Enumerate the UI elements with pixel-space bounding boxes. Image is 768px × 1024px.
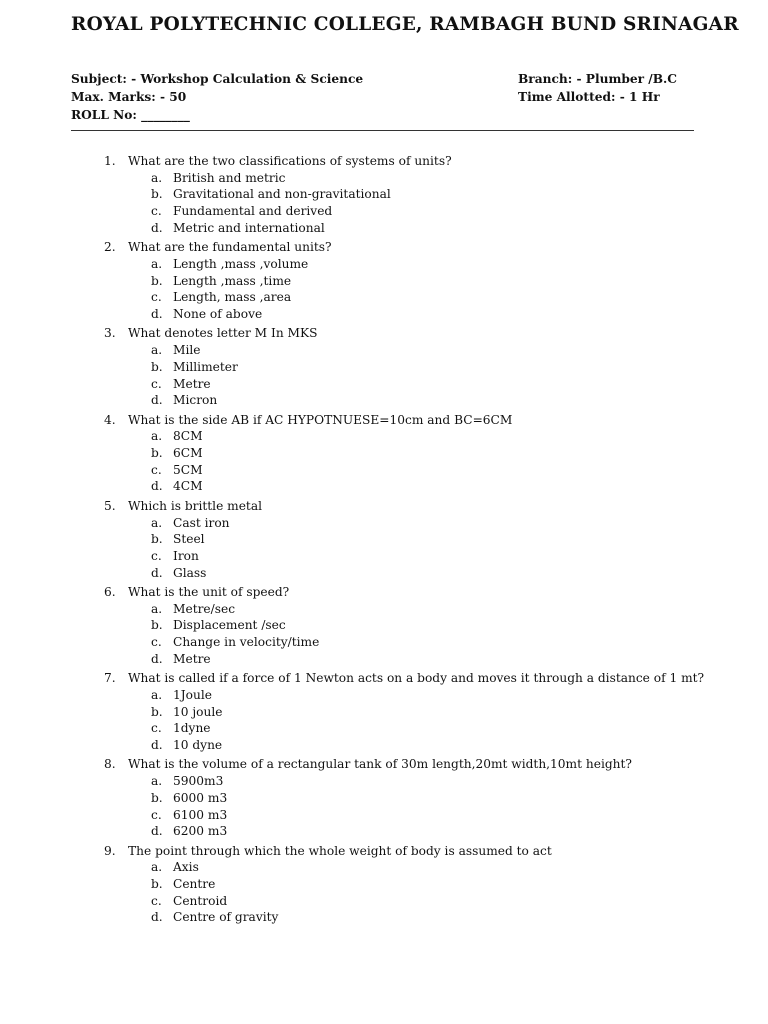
question-number: 8. <box>104 757 116 772</box>
answer-option <box>104 306 744 323</box>
option-letter: a. <box>151 515 163 530</box>
question-text: What is the volume of a rectangular tank of 30m length,20mt width,10mt height? <box>128 757 632 772</box>
answer-option <box>104 565 744 582</box>
question-item <box>104 325 744 409</box>
option-text: Centroid <box>173 893 228 908</box>
answer-option <box>104 737 744 754</box>
answer-option <box>104 186 744 203</box>
option-text: Displacement /sec <box>173 618 286 633</box>
option-letter: c. <box>151 721 162 736</box>
answer-option <box>104 617 744 634</box>
question-item <box>104 498 744 582</box>
option-letter: a. <box>151 343 163 358</box>
option-text: Centre <box>173 877 216 892</box>
option-text: 1dyne <box>173 721 211 736</box>
option-letter: c. <box>151 893 162 908</box>
answer-option <box>104 531 744 548</box>
answer-option <box>104 773 744 790</box>
answer-option <box>104 376 744 393</box>
answer-option <box>104 909 744 926</box>
option-letter: d. <box>151 565 163 580</box>
answer-option <box>104 876 744 893</box>
answer-option <box>104 823 744 840</box>
option-text: Glass <box>173 565 207 580</box>
option-letter: a. <box>151 256 163 271</box>
option-letter: a. <box>151 687 163 702</box>
answer-option <box>104 256 744 273</box>
question-text: The point through which the whole weight of body is assumed to act <box>128 843 552 858</box>
answer-option <box>104 478 744 495</box>
answer-option <box>104 515 744 532</box>
option-letter: b. <box>151 704 163 719</box>
question-text: What is the side AB if AC HYPOTNUESE=10cm and BC=6CM <box>128 412 513 427</box>
answer-option <box>104 807 744 824</box>
question-number: 1. <box>104 154 116 168</box>
option-letter: a. <box>151 774 163 789</box>
option-text: 10 dyne <box>173 738 223 753</box>
option-letter: a. <box>151 170 163 185</box>
option-letter: b. <box>151 359 163 374</box>
subject-label: Subject: - Workshop Calculation & Science <box>71 72 364 86</box>
option-text: None of above <box>173 307 263 322</box>
option-text: Mile <box>173 343 201 358</box>
option-text: Fundamental and derived <box>173 204 333 219</box>
option-letter: b. <box>151 446 163 461</box>
question-line <box>104 239 744 256</box>
option-text: 5CM <box>173 462 203 477</box>
option-text: Gravitational and non-gravitational <box>173 187 391 202</box>
question-text: What denotes letter M In MKS <box>128 326 318 341</box>
question-item <box>104 756 744 840</box>
option-text: 8CM <box>173 429 203 444</box>
answer-option <box>104 203 744 220</box>
option-letter: b. <box>151 790 163 805</box>
option-letter: a. <box>151 860 163 875</box>
option-text: Steel <box>173 532 205 547</box>
question-line <box>104 843 744 860</box>
question-line <box>104 584 744 601</box>
question-number: 7. <box>104 671 116 686</box>
answer-option <box>104 220 744 237</box>
question-number: 9. <box>104 843 116 858</box>
option-text: Micron <box>173 393 218 408</box>
option-text: Centre of gravity <box>173 910 279 925</box>
option-text: British and metric <box>173 170 286 185</box>
answer-option <box>104 289 744 306</box>
question-line <box>104 498 744 515</box>
option-letter: a. <box>151 429 163 444</box>
answer-option <box>104 720 744 737</box>
option-letter: b. <box>151 618 163 633</box>
answer-option <box>104 634 744 651</box>
answer-option <box>104 170 744 187</box>
option-letter: d. <box>151 307 163 322</box>
option-text: Length, mass ,area <box>173 290 292 305</box>
option-letter: c. <box>151 462 162 477</box>
question-line <box>104 756 744 773</box>
option-text: 5900m3 <box>173 774 224 789</box>
question-line <box>104 670 744 687</box>
option-text: Iron <box>173 548 199 563</box>
question-item <box>104 584 744 668</box>
question-text: What is called if a force of 1 Newton acts on a body and moves it through a distance of 1 mt? <box>128 671 705 686</box>
question-number: 4. <box>104 412 116 427</box>
option-letter: d. <box>151 651 163 666</box>
time-allotted-label: Time Allotted: - 1 Hr <box>518 90 660 104</box>
answer-option <box>104 859 744 876</box>
answer-option <box>104 601 744 618</box>
answer-option <box>104 893 744 910</box>
question-list <box>104 153 744 929</box>
option-text: Metric and international <box>173 220 325 235</box>
option-letter: d. <box>151 393 163 408</box>
option-text: 10 joule <box>173 704 223 719</box>
option-text: 6200 m3 <box>173 824 228 839</box>
option-text: 6000 m3 <box>173 790 228 805</box>
question-item <box>104 239 744 323</box>
question-text: What is the unit of speed? <box>128 585 290 600</box>
question-item <box>104 412 744 496</box>
branch-label: Branch: - Plumber /B.C <box>518 72 677 86</box>
question-item <box>104 843 744 927</box>
question-number: 3. <box>104 326 116 341</box>
answer-option <box>104 462 744 479</box>
answer-option <box>104 548 744 565</box>
roll-no-label: ROLL No: ________ <box>71 108 190 122</box>
answer-option <box>104 359 744 376</box>
answer-option <box>104 273 744 290</box>
option-letter: b. <box>151 532 163 547</box>
answer-option <box>104 428 744 445</box>
answer-option <box>104 790 744 807</box>
option-text: 6100 m3 <box>173 807 228 822</box>
page-title: ROYAL POLYTECHNIC COLLEGE, RAMBAGH BUND SRINAGAR <box>71 14 739 35</box>
question-line <box>104 325 744 342</box>
exam-details-right <box>518 70 677 106</box>
answer-option <box>104 445 744 462</box>
option-text: Metre <box>173 651 211 666</box>
question-line <box>104 153 744 170</box>
option-letter: d. <box>151 220 163 235</box>
option-text: Length ,mass ,volume <box>173 256 309 271</box>
question-number: 6. <box>104 585 116 600</box>
option-letter: c. <box>151 548 162 563</box>
exam-details-left <box>71 70 363 124</box>
option-letter: c. <box>151 807 162 822</box>
option-text: Metre <box>173 376 211 391</box>
option-text: Millimeter <box>173 359 238 374</box>
option-text: Cast iron <box>173 515 230 530</box>
option-letter: c. <box>151 204 162 219</box>
question-item <box>104 153 744 237</box>
option-letter: a. <box>151 601 163 616</box>
option-letter: d. <box>151 479 163 494</box>
option-text: Length ,mass ,time <box>173 273 292 288</box>
option-letter: b. <box>151 187 163 202</box>
option-letter: c. <box>151 290 162 305</box>
question-text: What are the fundamental units? <box>128 240 332 255</box>
option-letter: b. <box>151 877 163 892</box>
option-letter: d. <box>151 738 163 753</box>
option-letter: b. <box>151 273 163 288</box>
max-marks-label: Max. Marks: - 50 <box>71 90 187 104</box>
option-text: 6CM <box>173 446 203 461</box>
option-text: Change in velocity/time <box>173 635 320 650</box>
option-text: Axis <box>173 860 199 875</box>
option-letter: d. <box>151 910 163 925</box>
answer-option <box>104 342 744 359</box>
header-divider <box>71 130 694 131</box>
question-text: What are the two classifications of systems of units? <box>128 154 452 168</box>
answer-option <box>104 651 744 668</box>
option-text: Metre/sec <box>173 601 236 616</box>
answer-option <box>104 392 744 409</box>
option-letter: d. <box>151 824 163 839</box>
option-text: 4CM <box>173 479 203 494</box>
question-number: 2. <box>104 240 116 255</box>
option-letter: c. <box>151 635 162 650</box>
question-item <box>104 670 744 754</box>
question-number: 5. <box>104 498 116 513</box>
answer-option <box>104 704 744 721</box>
option-text: 1Joule <box>173 687 212 702</box>
answer-option <box>104 687 744 704</box>
question-text: Which is brittle metal <box>128 498 262 513</box>
question-line <box>104 412 744 429</box>
option-letter: c. <box>151 376 162 391</box>
